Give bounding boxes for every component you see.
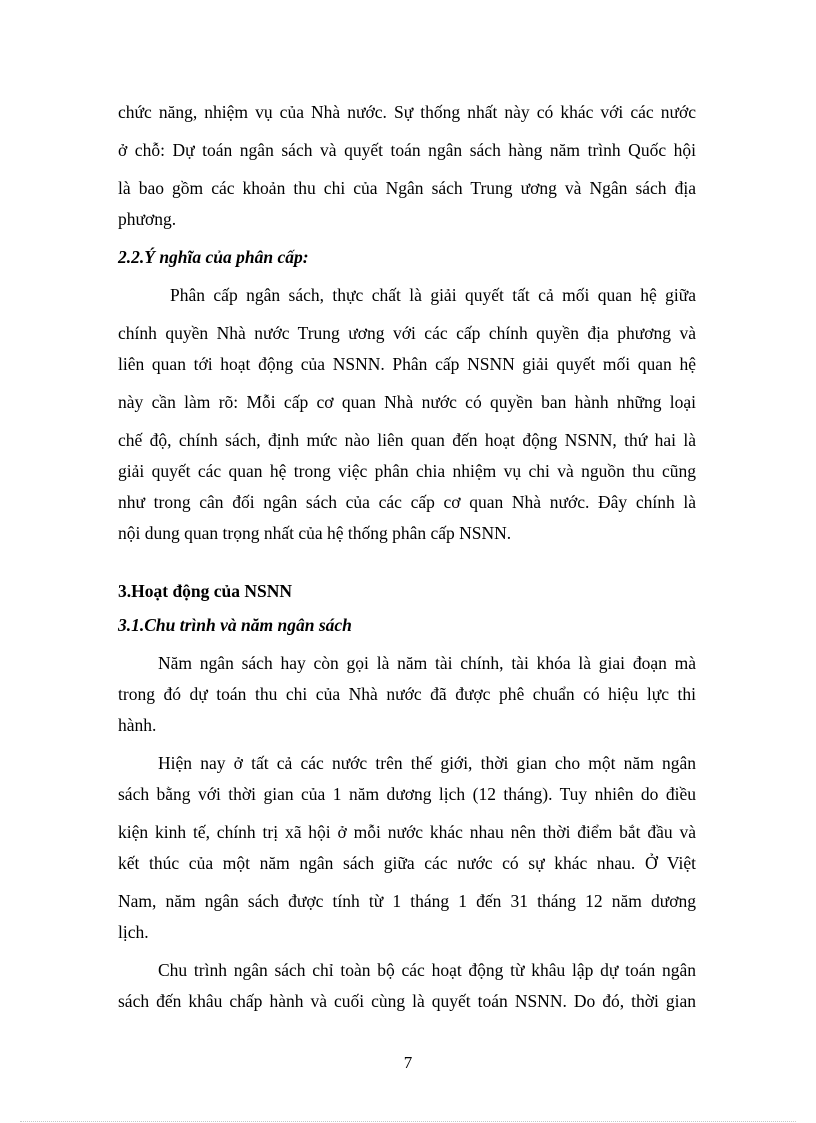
paragraph-line: sách đến khâu chấp hành và cuối cùng là quyết toán NSNN. Do đó, thời gian	[118, 991, 696, 1011]
paragraph-line: kết thúc của một năm ngân sách giữa các nước có sự khác nhau. Ở Việt	[118, 853, 696, 873]
paragraph-line: chức năng, nhiệm vụ của Nhà nước. Sự thống nhất này có khác với các nước	[118, 102, 696, 122]
paragraph-line: sách bằng với thời gian của 1 năm dương lịch (12 tháng). Tuy nhiên do điều	[118, 784, 696, 804]
paragraph-line: hành.	[118, 715, 157, 735]
paragraph-line: là bao gồm các khoản thu chi của Ngân sách Trung ương và Ngân sách địa	[118, 178, 696, 198]
page-number: 7	[403, 1053, 413, 1072]
paragraph-line: Phân cấp ngân sách, thực chất là giải quyết tất cả mối quan hệ giữa	[170, 285, 696, 305]
paragraph-line: này cần làm rõ: Mỗi cấp cơ quan Nhà nước có quyền ban hành những loại	[118, 392, 696, 412]
paragraph-line: trong đó dự toán thu chi của Nhà nước đã được phê chuẩn có hiệu lực thi	[118, 684, 696, 704]
section-heading-2-2: 2.2.Ý nghĩa của phân cấp:	[118, 247, 309, 267]
paragraph-line: như trong cân đối ngân sách của các cấp cơ quan Nhà nước. Đây chính là	[118, 492, 696, 512]
paragraph-line: Hiện nay ở tất cả các nước trên thế giới, thời gian cho một năm ngân	[158, 753, 696, 773]
paragraph-line: Nam, năm ngân sách được tính từ 1 tháng 1 đến 31 tháng 12 năm dương	[118, 891, 696, 911]
paragraph-line: chính quyền Nhà nước Trung ương với các cấp chính quyền địa phương và	[118, 323, 696, 343]
section-heading-3: 3.Hoạt động của NSNN	[118, 581, 293, 601]
paragraph-line: ở chỗ: Dự toán ngân sách và quyết toán ngân sách hàng năm trình Quốc hội	[118, 140, 696, 160]
paragraph-line: phương.	[118, 209, 177, 229]
paragraph-line: Năm ngân sách hay còn gọi là năm tài chính, tài khóa là giai đoạn mà	[158, 653, 696, 673]
paragraph-line: chế độ, chính sách, định mức nào liên quan đến hoạt động NSNN, thứ hai là	[118, 430, 696, 450]
section-heading-3-1: 3.1.Chu trình và năm ngân sách	[118, 615, 352, 635]
page-edge-rule	[20, 1121, 796, 1122]
paragraph-line: lịch.	[118, 922, 149, 942]
paragraph-line: Chu trình ngân sách chỉ toàn bộ các hoạt động từ khâu lập dự toán ngân	[158, 960, 696, 980]
paragraph-line: kiện kinh tế, chính trị xã hội ở mỗi nước khác nhau nên thời điểm bắt đầu và	[118, 822, 696, 842]
paragraph-line: giải quyết các quan hệ trong việc phân chia nhiệm vụ chi và nguồn thu cũng	[118, 461, 696, 481]
paragraph-line: nội dung quan trọng nhất của hệ thống phân cấp NSNN.	[118, 523, 512, 543]
paragraph-line: liên quan tới hoạt động của NSNN. Phân cấp NSNN giải quyết mối quan hệ	[118, 354, 696, 374]
